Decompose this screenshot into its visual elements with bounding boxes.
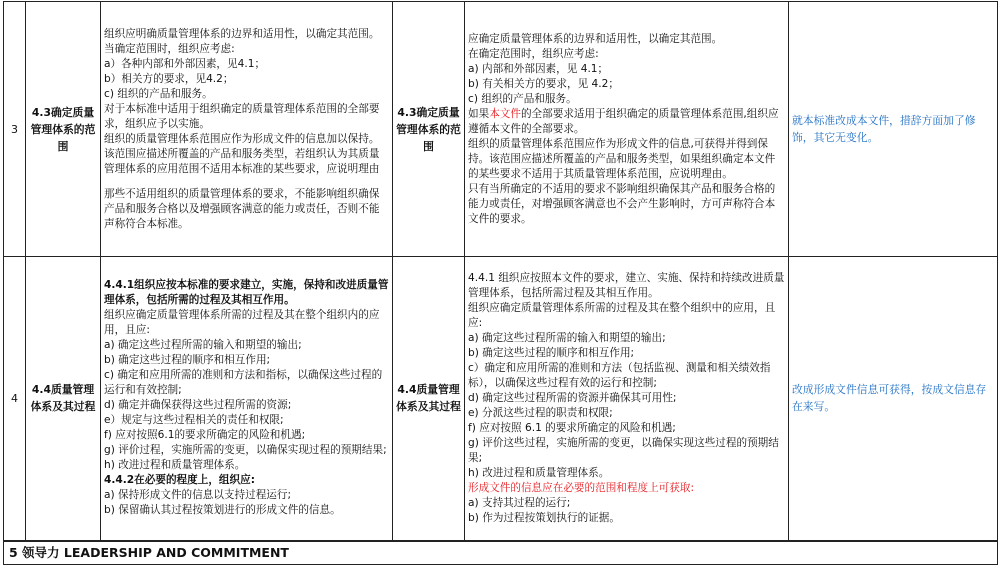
section-heading: 5 领导力 LEADERSHIP AND COMMITMENT (4, 541, 998, 565)
comparison-table (3, 1, 998, 565)
highlighted-change: 如果本文件的全部要求适用于组织确定的质量管理体系范围,组织应遵循本文件的全部要求。 (468, 107, 779, 135)
table-row (4, 2, 998, 257)
table-row (4, 257, 998, 541)
row-number: 4 (4, 257, 26, 541)
old-clause-content: 组织应明确质量管理体系的边界和适用性，以确定其范围。 当确定范围时，组织应考虑: a）各种内部和外部因素，见4.1； b）相关方的要求，见4.2； c) 组织的产品和服务。 对于本标准中适用于组织确定的质量管理体系范围的全部要求，组织应予以实施。 组织的质量管理体系范围应作为形成文件的信息加以保持。该范围应描述所覆盖的产品和服务类型，若组织认为其质量管理体系的应用范围不适用本标准的某些要求，应说明理由 那些不适用组织的质量管理体系的要求，不能影响组织确保产品和服务合格以及增强顾客满意的能力或责任，否则不能声称符合本标准。 (101, 2, 393, 257)
old-clause-title: 4.4质量管理体系及其过程 (26, 257, 101, 541)
old-clause-content: 4.4.1组织应按本标准的要求建立，实施，保持和改进质量管理体系，包括所需的过程及其相互作用。 组织应确定质量管理体系所需的过程及其在整个组织内的应用，且应: a) 确定这些过程所需的输入和期望的输出; b) 确定这些过程的顺序和相互作用; c) 确定和应用所需的准则和方法和指标，以确保这些过程的运行和有效控制; d) 确定并确保获得这些过程所需的资源; e）规定与这些过程相关的责任和权限; f) 应对按照6.1的要求所确定的风险和机遇; g) 评价过程，实施所需的变更，以确保实现过程的预期结果; h) 改进过程和质量管理体系。 4.4.2在必要的程度上，组织应: a) 保持形成文件的信息以支持过程运行; b) 保留确认其过程按策划进行的形成文件的信息。 (101, 257, 393, 541)
change-note: 改成形成文件信息可获得，按成文信息存在来写。 (789, 257, 998, 541)
new-clause-title: 4.4质量管理体系及其过程 (393, 257, 465, 541)
new-clause-content: 4.4.1 组织应按照本文件的要求，建立、实施、保持和持续改进质量管理体系，包括所需过程及其相互作用。 组织应确定质量管理体系所需的过程及其在整个组织中的应用，且应: a) 确定这些过程所需的输入和期望的输出; b) 确定这些过程的顺序和相互作用; c）确定和应用所需的准则和方法（包括监视、测量和相关绩效指标），以确保这些过程有效的运行和控制; d) 确定这些过程所需的资源并确保其可用性; e) 分派这些过程的职责和权限; f) 应对按照 6.1 的要求所确定的风险和机遇; g) 评价这些过程，实施所需的变更，以确保实现这些过程的预期结果; h) 改进过程和质量管理体系。 形成文件的信息应在必要的范围和程度上可获取: a) 支持其过程的运行; b) 作为过程按策划执行的证据。 (465, 257, 789, 541)
new-clause-title: 4.3确定质量管理体系的范围 (393, 2, 465, 257)
highlighted-change: 形成文件的信息应在必要的范围和程度上可获取: (468, 481, 695, 494)
highlighted-term: 本文件 (489, 107, 521, 120)
old-clause-title: 4.3确定质量管理体系的范围 (26, 2, 101, 257)
section-row (4, 541, 998, 565)
new-clause-content: 应确定质量管理体系的边界和适用性，以确定其范围。 在确定范围时，组织应考虑: a) 内部和外部因素，见 4.1； b) 有关相关方的要求，见 4.2； c) 组织的产品和服务。 如果本文件的全部要求适用于组织确定的质量管理体系范围,组织应遵循本文件的全部要求。 组织的质量管理体系范围应作为形成文件的信息,可获得并得到保持。该范围应描述所覆盖的产品和服务类型，如果组织确定本文件的某些要求不适用于其质量管理体系范围，应说明理由。 只有当所确定的不适用的要求不影响组织确保其产品和服务合格的能力或责任，对增强顾客满意也不会产生影响时，方可声称符合本文件的要求。 (465, 2, 789, 257)
change-note: 就本标准改成本文件，措辞方面加了修饰，其它无变化。 (789, 2, 998, 257)
row-number: 3 (4, 2, 26, 257)
